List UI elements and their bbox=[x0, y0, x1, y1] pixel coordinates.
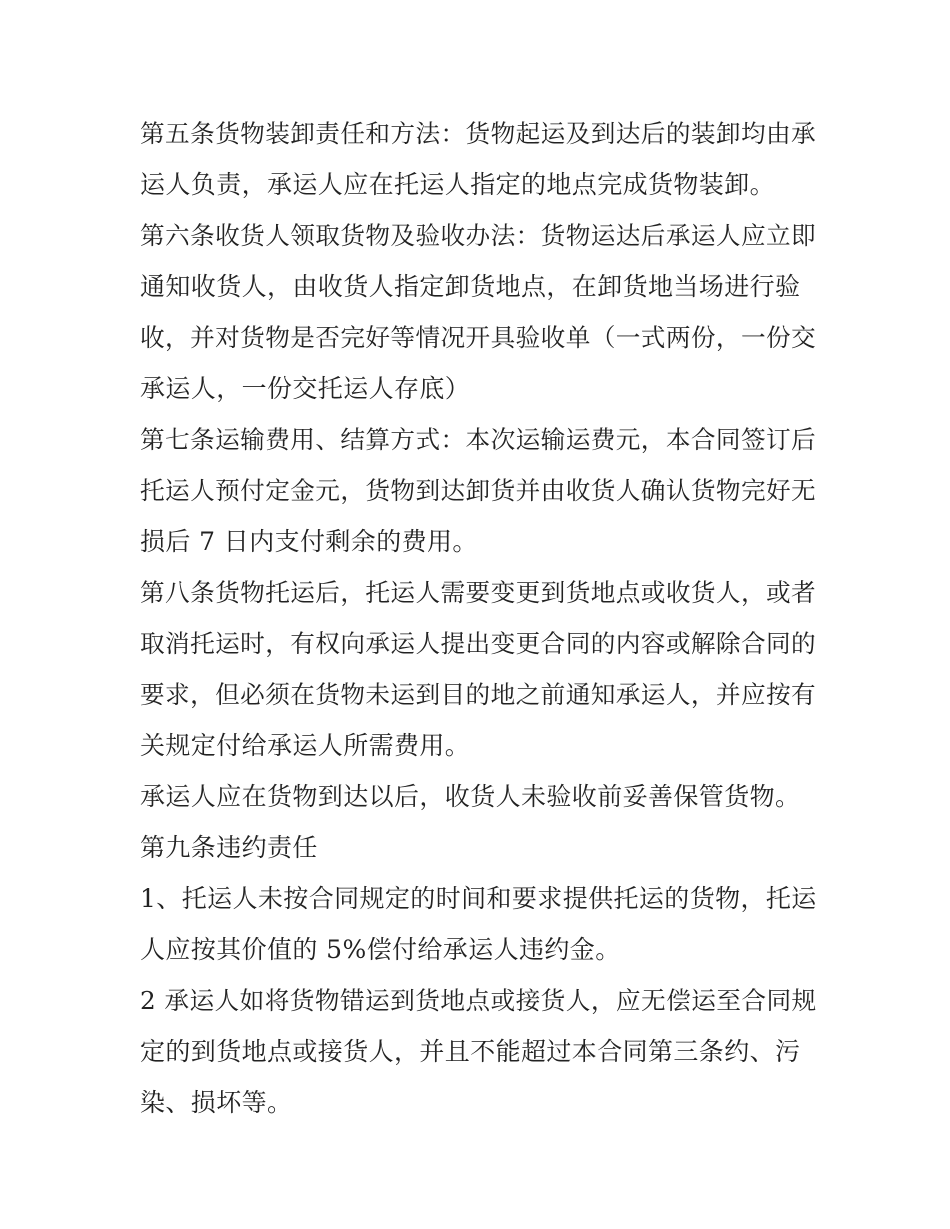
text-line: 1、托运人未按合同规定的时间和要求提供托运的货物，托运 bbox=[140, 884, 817, 913]
text-line: 承运人，一份交托运人存底） bbox=[140, 374, 471, 403]
text-line: 收，并对货物是否完好等情况开具验收单（一式两份，一份交 bbox=[140, 323, 817, 352]
text-line: 通知收货人，由收货人指定卸货地点，在卸货地当场进行验 bbox=[140, 272, 801, 301]
text-line: 损后 7 日内支付剩余的费用。 bbox=[140, 527, 478, 556]
text-line: 取消托运时，有权向承运人提出变更合同的内容或解除合同的 bbox=[140, 629, 817, 658]
paragraph-article-7 bbox=[140, 414, 820, 567]
text-line: 第七条运输费用、结算方式：本次运输运费元，本合同签订后 bbox=[140, 425, 817, 454]
text-line: 第五条货物装卸责任和方法：货物起运及到达后的装卸均由承 bbox=[140, 119, 817, 148]
text-line: 人应按其价值的 5%偿付给承运人违约金。 bbox=[140, 935, 621, 964]
text-line: 要求，但必须在货物未运到目的地之前通知承运人，并应按有 bbox=[140, 680, 817, 709]
text-line: 定的到货地点或接货人，并且不能超过本合同第三条约、污 bbox=[140, 1037, 801, 1066]
paragraph-article-8 bbox=[140, 567, 820, 771]
text-line: 2 承运人如将货物错运到货地点或接货人，应无偿运至合同规 bbox=[140, 986, 817, 1015]
paragraph-clause-1 bbox=[140, 873, 820, 975]
paragraph-clause-2 bbox=[140, 975, 820, 1128]
paragraph-article-6 bbox=[140, 210, 820, 414]
text-line: 关规定付给承运人所需费用。 bbox=[140, 731, 471, 760]
text-line: 承运人应在货物到达以后，收货人未验收前妥善保管货物。 bbox=[140, 782, 801, 811]
paragraph-article-5 bbox=[140, 108, 820, 210]
text-line: 第六条收货人领取货物及验收办法：货物运达后承运人应立即 bbox=[140, 221, 817, 250]
text-line: 托运人预付定金元，货物到达卸货并由收货人确认货物完好无 bbox=[140, 476, 817, 505]
heading-article-9 bbox=[140, 822, 820, 873]
text-line: 第八条货物托运后，托运人需要变更到货地点或收货人，或者 bbox=[140, 578, 817, 607]
text-line: 第九条违约责任 bbox=[140, 833, 318, 862]
paragraph-carrier-custody bbox=[140, 771, 820, 822]
document-body bbox=[140, 108, 820, 1128]
text-line: 染、损坏等。 bbox=[140, 1088, 293, 1117]
text-line: 运人负责，承运人应在托运人指定的地点完成货物装卸。 bbox=[140, 170, 776, 199]
